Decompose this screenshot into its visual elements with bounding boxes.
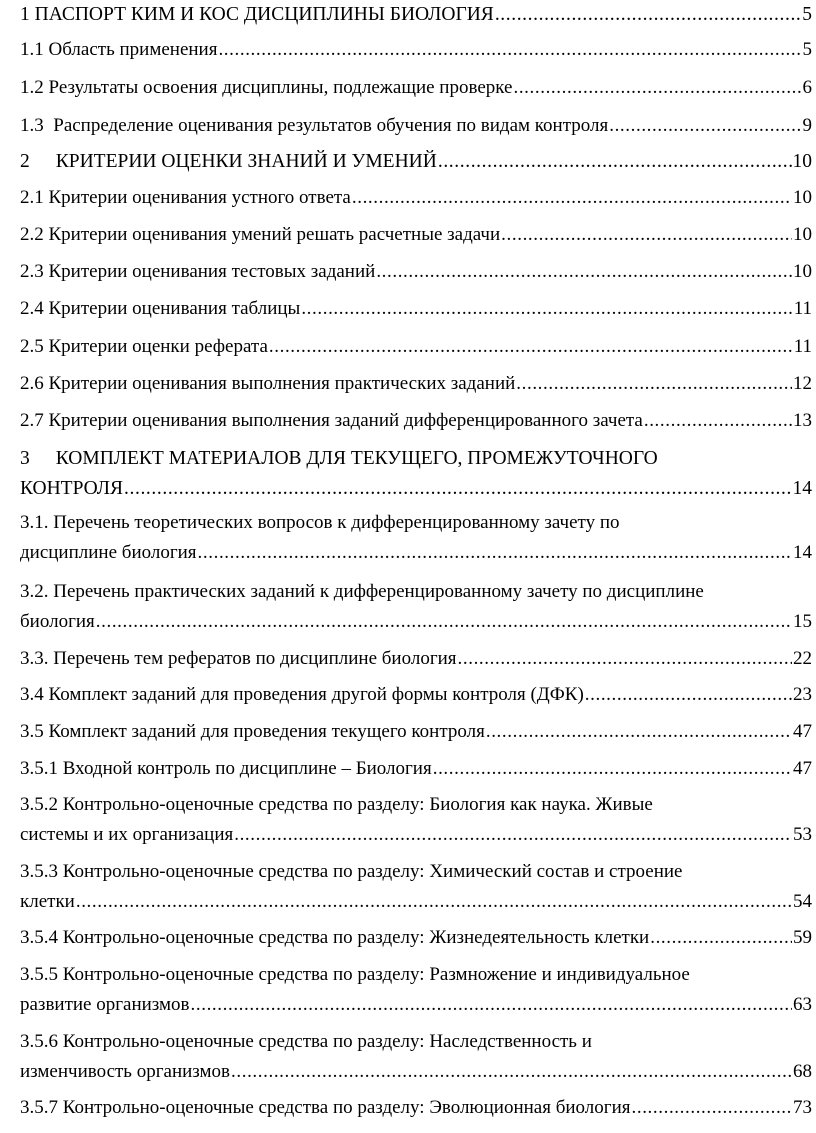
page-number: 14 [793,542,812,563]
toc-entry-3-5-1[interactable]: 3.5.1 Входной контроль по дисциплине – Биология ..... 47 [20,754,812,784]
page-number: 5 [802,39,812,60]
page-number: 9 [802,115,812,136]
leader-dots [198,538,792,568]
leader-dots [269,332,793,362]
page-number: 54 [793,891,812,912]
section-number: 3 [20,448,30,469]
toc-entry-3-2[interactable]: 3.2. Перечень практических заданий к дифференцированному зачету по дисциплине биология ..... 15 [20,577,812,637]
page-number: 10 [793,261,812,282]
toc-entry-3-3[interactable]: 3.3. Перечень тем рефератов по дисциплине биология ..... 22 [20,644,812,674]
toc-entry-2-7[interactable]: 2.7 Критерии оценивания выполнения заданий дифференцированного зачета ..... 13 [20,406,812,436]
page-number: 12 [793,373,812,394]
toc-entry-3[interactable]: 3 КОМПЛЕКТ МАТЕРИАЛОВ ДЛЯ ТЕКУЩЕГО, ПРОМЕЖУТОЧНОГО КОНТРОЛЯ ..... 14 [20,444,812,504]
page-number: 11 [793,298,812,319]
page-number: 10 [792,151,812,172]
page-number: 13 [793,410,812,431]
page-number: 14 [792,478,812,499]
leader-dots [438,147,792,177]
page-number: 59 [793,927,812,948]
toc-entry-2-5[interactable]: 2.5 Критерии оценки реферата ..... 11 [20,332,812,362]
leader-dots [486,717,792,747]
leader-dots [644,406,792,436]
toc-entry-1-1[interactable]: 1.1 Область применения ..... 5 [20,35,812,65]
toc-entry-2-3[interactable]: 2.3 Критерии оценивания тестовых заданий ..... 10 [20,257,812,287]
leader-dots [650,923,792,953]
toc-entry-3-5-7[interactable]: 3.5.7 Контрольно-оценочные средства по разделу: Эволюционная биология ..... 73 [20,1093,812,1123]
toc-entry-1-3[interactable]: 1.3 Распределение оценивания результатов обучения по видам контроля ..... 9 [20,111,812,141]
page-number: 47 [793,758,812,779]
leader-dots [609,111,801,141]
page-number: 10 [793,187,812,208]
leader-dots [513,73,801,103]
leader-dots [495,0,801,30]
toc-entry-2-4[interactable]: 2.4 Критерии оценивания таблицы ..... 11 [20,294,812,324]
leader-dots [585,680,792,710]
page-number: 22 [793,648,812,669]
toc-entry-1-2[interactable]: 1.2 Результаты освоения дисциплины, подлежащие проверке ..... 6 [20,73,812,103]
leader-dots [376,257,792,287]
leader-dots [76,887,792,917]
page-number: 63 [793,994,812,1015]
toc-entry-3-5-3[interactable]: 3.5.3 Контрольно-оценочные средства по разделу: Химический состав и строение клетки ..... 54 [20,857,812,917]
toc-entry-1[interactable]: 1 ПАСПОРТ КИМ И КОС ДИСЦИПЛИНЫ БИОЛОГИЯ ..... 5 [20,0,812,30]
leader-dots [96,607,792,637]
toc-entry-2[interactable]: 2 КРИТЕРИИ ОЦЕНКИ ЗНАНИЙ И УМЕНИЙ ..... 10 [20,147,812,177]
leader-dots [632,1093,793,1123]
leader-dots [124,474,791,504]
leader-dots [516,369,792,399]
leader-dots [352,183,792,213]
toc-entry-2-1[interactable]: 2.1 Критерии оценивания устного ответа ..... 10 [20,183,812,213]
toc-entry-3-5-4[interactable]: 3.5.4 Контрольно-оценочные средства по разделу: Жизнедеятельность клетки ..... 59 [20,923,812,953]
leader-dots [458,644,792,674]
toc-entry-3-4[interactable]: 3.4 Комплект заданий для проведения другой формы контроля (ДФК) ..... 23 [20,680,812,710]
toc-entry-3-5-2[interactable]: 3.5.2 Контрольно-оценочные средства по разделу: Биология как наука. Живые системы и их организация ..... 53 [20,790,812,850]
leader-dots [301,294,792,324]
toc-entry-3-5[interactable]: 3.5 Комплект заданий для проведения текущего контроля ..... 47 [20,717,812,747]
toc-entry-3-5-6[interactable]: 3.5.6 Контрольно-оценочные средства по разделу: Наследственность и изменчивость организмов ..... 68 [20,1027,812,1087]
leader-dots [234,820,792,850]
page-number: 11 [793,336,812,357]
leader-dots [191,990,792,1020]
page-number: 47 [793,721,812,742]
leader-dots [501,220,792,250]
page-number: 73 [793,1097,812,1118]
page-number: 5 [802,4,812,25]
section-number: 2 [20,151,30,172]
page-number: 68 [793,1061,812,1082]
toc-entry-3-1[interactable]: 3.1. Перечень теоретических вопросов к дифференцированному зачету по дисциплине биология ..... 14 [20,508,812,568]
leader-dots [433,754,792,784]
leader-dots [218,35,801,65]
toc-entry-3-5-5[interactable]: 3.5.5 Контрольно-оценочные средства по разделу: Размножение и индивидуальное развитие организмов ..... 63 [20,960,812,1020]
page-number: 15 [793,611,812,632]
toc-entry-2-6[interactable]: 2.6 Критерии оценивания выполнения практических заданий ..... 12 [20,369,812,399]
toc-entry-2-2[interactable]: 2.2 Критерии оценивания умений решать расчетные задачи ..... 10 [20,220,812,250]
page-number: 10 [793,224,812,245]
page-number: 23 [793,684,812,705]
page-number: 53 [793,824,812,845]
leader-dots [231,1057,792,1087]
page-number: 6 [802,77,812,98]
